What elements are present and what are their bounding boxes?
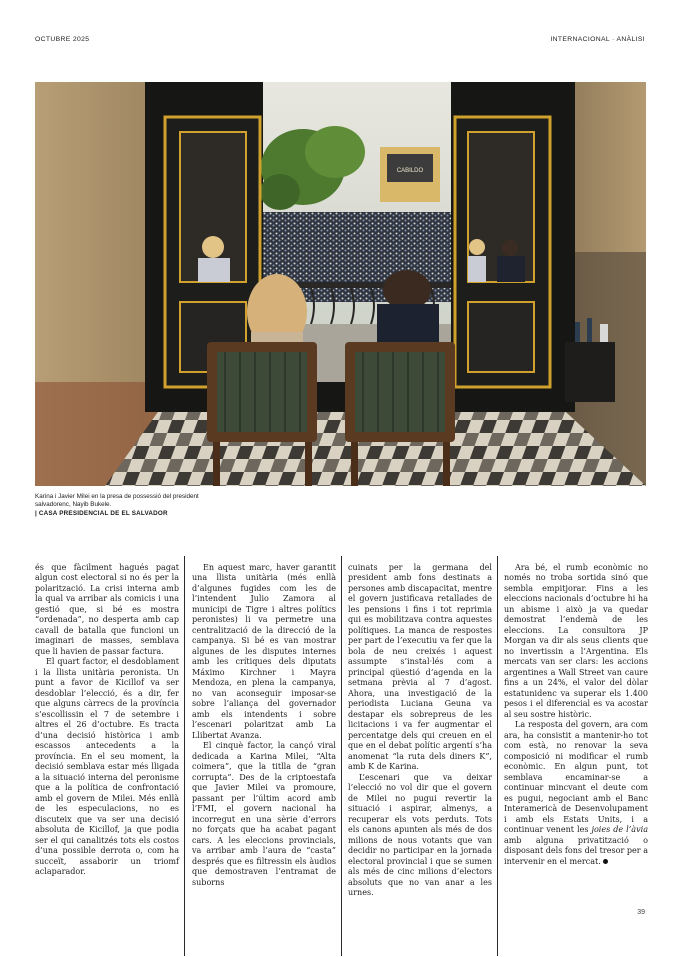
page-number: 39 [637,909,645,916]
paragraph-text: La resposta del govern, ara com ara, ha consistit a mantenir-ho tot com està, no renovar la seva composició ni modificar el rumb econòmic. En algun punt, tot semblava encaminar-se a continuar mincvant el deute com es pugui, negociant amb el Banc Interamericà de Desenvolupament i amb els Estats Units, i a continuar venent les [504,720,648,835]
article-photo [35,82,646,486]
paragraph [504,720,648,867]
balcony-scene-illustration [35,82,646,486]
column-rule [184,556,185,956]
paragraph: cuinats per la germana del president amb fons destinats a persones amb discapacitat, mentre el govern justificava retallades de les pensions i fins i tot reprimia qui es mobilitzava contra aquestes polítiques. La manca de respostes per part de l’executiu va fer que la bola de neu creixés i aquest assumpte s’instal·lés com a principal qüestió d’agenda en la setmana prèvia al 7 d’agost. Ahora, una investigació de la periodista Luciana Geuna va destapar els sobrepreus de les licitacions i va fer augmentar el percentatge dels qui creuen en el que en el debat polític argentí s’ha anomenat “la ruta dels diners K”, amb K de Karina. [348,563,492,772]
photo-caption [35,493,205,518]
paragraph: El quart factor, el desdoblament i la llista unitària peronista. Un punt a favor de Kicillof va ser desdoblar l’elecció, és a dir, fer que alguns càrrecs de la província s’escollissin el 7 de setembre i altres el 26 d’octubre. Es tracta d’una decisió històrica i amb escassos antecedents a la província. En el seu moment, la decisió semblava estar més lligada a la situació interna del peronisme que a la política de confrontació amb el govern de Milei. Més enllà de les especulacions, no es discuteix que va ser una decisió absoluta de Kicillof, ja que podia ser el qui canalitzés tots els costos d’una possible derrota o, com ha succeït, assaborir un triomf aclaparador. [35,657,179,877]
paragraph: L’escenari que va deixar l’elecció no vol dir que el govern de Milei no pugui revertir la situació i aspirar, almenys, a recuperar els vots perduts. Tots els canons apunten als més de dos milions de nous votants que van decidir no participar en la jornada electoral provincial i que se sumen als més de cinc milions d’electors absoluts que no van anar a les urnes. [348,772,492,898]
paragraph: Ara bé, el rumb econòmic no només no troba sortida sinó que sembla empitjorar. Fins a les eleccions nacionals d’octubre hi ha un abisme i això ja va quedar demostrat l’endemà de les eleccions. La consultora JP Morgan va dir als seus clients que no invertissin a l’Argentina. Els mercats van ser clars: les accions argentines a Wall Street van caure fins a un 24%, el valor del dòlar estatunidenc va superar els 1.400 pesos i el diferencial es va acostar al seu sostre històric. [504,563,648,719]
paragraph: El cinquè factor, la cançó viral dedicada a Karina Milei, “Alta coimera”, que la titlla de “gran corrupta”. Des de la criptoestafa que Javier Milei va promoure, passant per l’últim acord amb l’FMI, el govern nacional ha incorregut en una sèrie d’errors no forçats que ha acabat pagant cars. A les eleccions provincials, va arribar amb l’aura de “casta” després que es filtressin els àudios que demostraven l’entramat de suborns [192,741,336,887]
text-column-3 [348,563,492,899]
column-rule [341,556,342,956]
paragraph: En aquest marc, haver garantit una llista unitària (més enllà d’algunes fugides com les de l’intendent Julio Zamora al municipi de Tigre i altres polítics peronistes) li va permetre una centralització de la direcció de la campanya. Si bé es van mostrar algunes de les disputes internes amb les crítiques dels diputats Máximo Kirchner i Mayra Mendoza, en plena la campanya, no van aconseguir imposar-se sobre l’aliança del governador amb els intendents i sobre l’escenari polaritzat amb La Llibertat Avanza. [192,563,336,740]
column-rule [497,556,498,956]
building-sign: CABILDO [396,168,424,174]
caption-text: Karina i Javier Milei en la presa de possessió del president salvadorenc, Nayib Bukele. [35,493,199,509]
running-head-date: OCTUBRE 2025 [35,36,90,43]
photo-credit: | CASA PRESIDENCIAL DE EL SALVADOR [35,509,168,517]
paragraph: és que fàcilment hagués pagat algun cost electoral si no és per la polarització. La crisi interna amb la qual va arribar als comicis i una gestió que, si bé es mostra “ordenada”, no desperta amb cap cavall de batalla que funcioni un imaginari de masses, semblava que li havien de passar factura. [35,563,179,656]
text-column-1 [35,563,179,878]
text-column-2 [192,563,336,888]
italic-phrase: joies de l’àvia [591,825,649,835]
paragraph-text-end: amb alguna privatització o disposant dels fons del tresor per a intervenir en el mercat. [504,835,648,866]
running-head-section: INTERNACIONAL · ANÀLISI [550,36,645,43]
text-column-4 [504,563,648,867]
end-of-article-icon [603,859,608,864]
